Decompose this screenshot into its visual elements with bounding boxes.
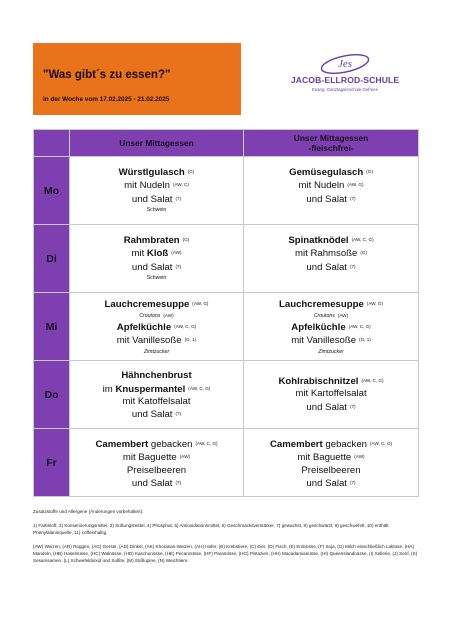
page-title: "Was gibt´s zu essen?" [43,69,171,81]
meal-cell: Camembert gebacken (AW, C, G) mit Baguette (AW) Preiselbeeren und Salat (7) [244,429,419,497]
meal-cell: Lauchcremesuppe (AW, G) Croutons (AW) Apfelküchle (AW, C, G) mit Vanillesoße (G, 1) Zimtzucker [244,293,419,361]
day-label: Mo [34,157,70,225]
meal-cell: Hähnchenbrust im Knuspermantel (AW, C, G) mit Katoffelsalat und Salat (7) [70,361,244,429]
footnote-heading: Zusatzstoffe und Allergene (Änderungen vorbehalten): [33,509,144,514]
meal-cell: Würstlgulasch (G) mit Nudeln (AW, C) und Salat (7) Schwein [70,157,244,225]
logo-mark-text: Jes [337,58,353,70]
menu-table [33,129,419,497]
table-row-di [34,225,419,293]
school-subtitle: Evang. Ganztagsreschule Gefrees [312,87,378,92]
day-label: Fr [34,429,70,497]
table-row-mi [34,293,419,361]
meal-cell: Camembert gebacken (AW, C, G) mit Baguette (AW) Preiselbeeren und Salat (7) [70,429,244,497]
meal-cell: Rahmbraten (G) mit Kloß (AW) und Salat (7) Schwein [70,225,244,293]
corner-cell [34,130,70,157]
additives-list: 1) Farbstoff, 2) Konservierungsmittel, 3) Süßungsmittel, 4) Phosphat, 5) Antioxidationsmittel, 6) Geschmacksverstärker, 7) gewachst, 8) geschwärzt, 9) geschwefelt, 10) enthält Phenylalaninquelle, 11) coffeinhaltig. [33,523,389,535]
table-row-fr [34,429,419,497]
table-row-mo [34,157,419,225]
meal-cell: Spinatknödel (AW, C, G) mit Rahmsoße (G) und Salat (7) [244,225,419,293]
allergen-footnote [33,508,418,571]
table-row-do [34,361,419,429]
week-range: in der Woche vom 17.02.2025 - 21.02.2025 [43,96,170,103]
allergens-list: (AW) Weizen, (AR) Roggen, (AG) Gerste, (AD) Dinkel, (AK) Khorasan-Weizen, (AH) Hafer, (B) Krebstiere, (C) Eier, (D) Fisch, (E) Erdnüsse, (F) Soja, (G) Milch einschließlich Laktose, (HA) Mandeln, (HB) Haselnüsse, (HC) Walnüsse, (HD) Kaschunüsse, (HE) Pecannüsse, (HF) Paranüsse, (HG) Pistazien, (HH) Macadamianüsse, (HI) Queenslandnüsse, (I) Sellerie, (J) Senf, (K) Sesamsamen, (L) Schwefeldioxid und Sulfite, (M) Süßlupine, (N) Weichtiere. [33,544,418,563]
meal-cell: Kohlrabischnitzel (AW, C, G) mit Kartoffelsalat und Salat (7) [244,361,419,429]
day-label: Di [34,225,70,293]
school-logo-icon [317,52,373,76]
school-logo [289,52,401,100]
column-header-vegetarian: Unser Mittagessen -fleischfrei- [244,130,419,157]
meal-cell: Gemüsegulasch (G) mit Nudeln (AW, G) und Salat (7) [244,157,419,225]
school-name: JACOB-ELLROD-SCHULE [290,75,400,85]
meal-cell: Lauchcremesuppe (AW, G) Croutons (AW) Apfelküchle (AW, C, G) mit Vanillesoße (G, 1) Zimtzucker [70,293,244,361]
column-header-regular: Unser Mittagessen [70,130,244,157]
title-box [33,43,241,115]
day-label: Mi [34,293,70,361]
day-label: Do [34,361,70,429]
